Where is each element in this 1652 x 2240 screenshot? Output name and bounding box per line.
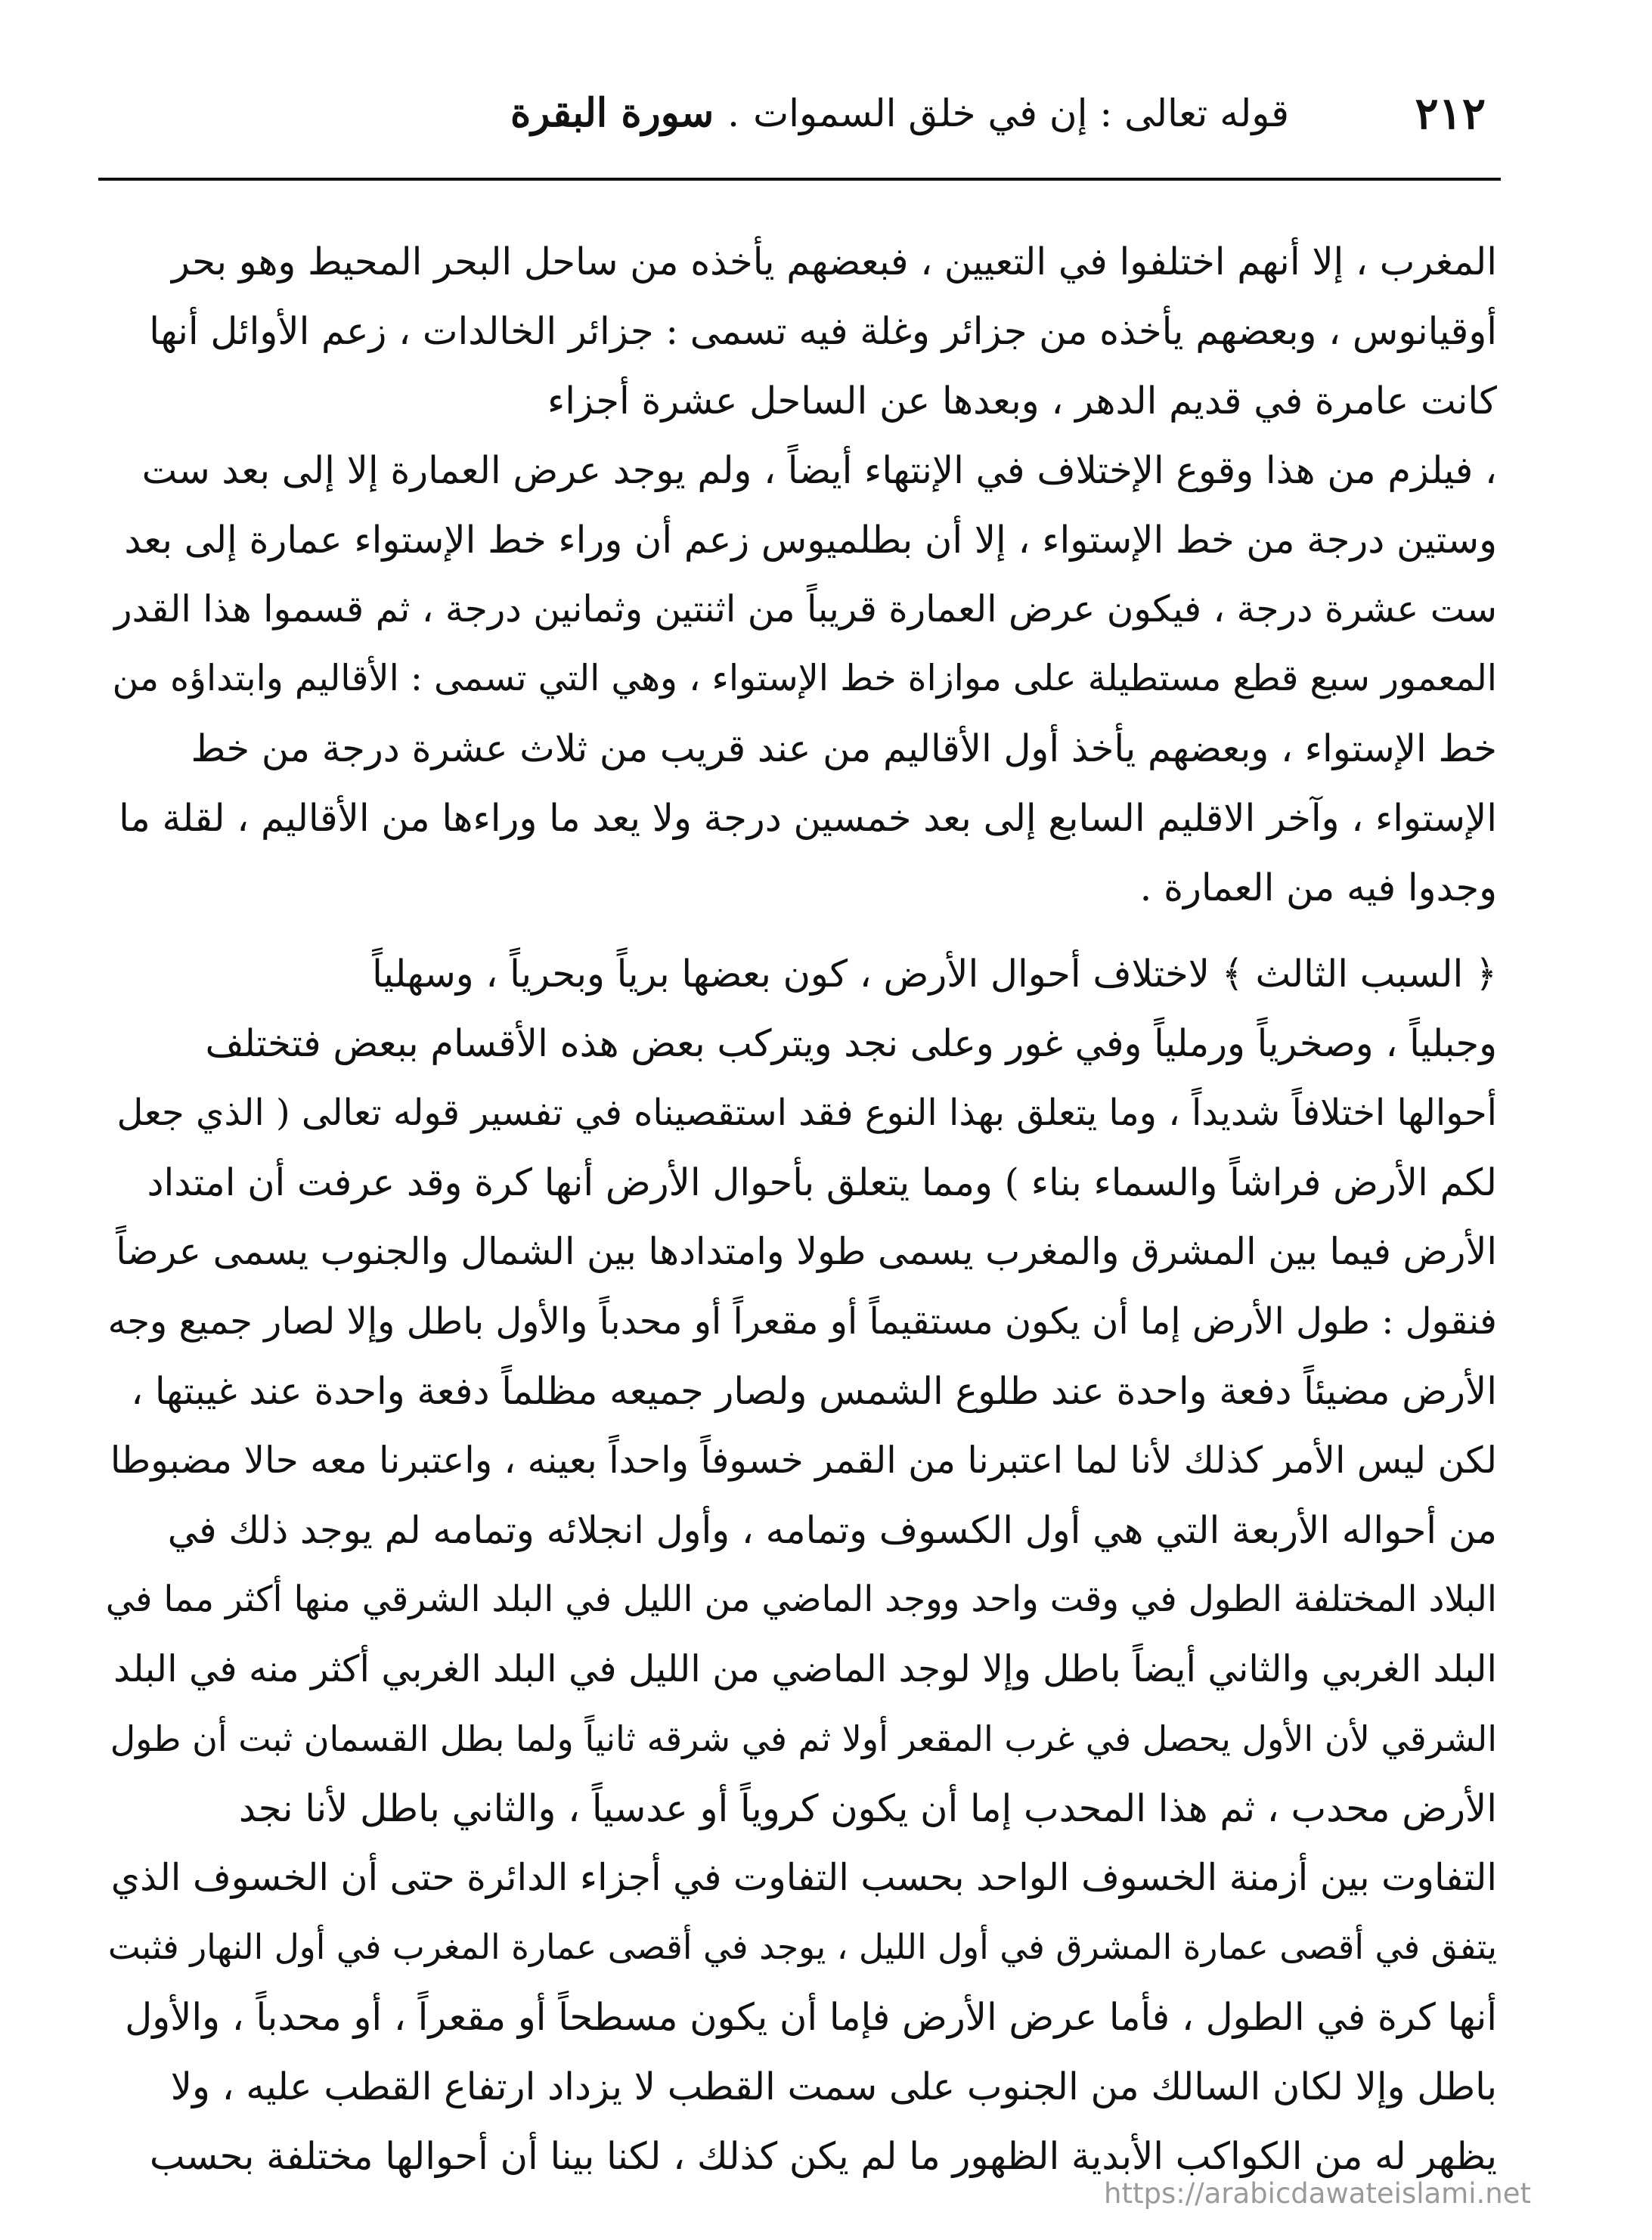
- running-title: [510, 83, 1289, 144]
- text-line: وجدوا فيه من العمارة .: [1139, 866, 1497, 909]
- running-title-text: قوله تعالى : إن في خلق السموات: [753, 91, 1289, 135]
- text-line: يظهر له من الكواكب الأبدية الظهور ما لم يكن كذلك ، لكنا بينا أن أحوالها مختلفة بحسب: [149, 2134, 1497, 2178]
- header-rule: [98, 178, 1501, 181]
- text-line: الشرقي لأن الأول يحصل في غرب المقعر أولا ثم في شرقه ثانياً ولما بطل القسمان ثبت أن طول: [110, 1718, 1497, 1759]
- text-line: أوقيانوس ، وبعضهم يأخذه من جزائر وغلة فيه تسمى : جزائر الخالدات ، زعم الأوائل أنها: [149, 309, 1497, 353]
- text-line: فنقول : طول الأرض إما أن يكون مستقيماً أو مقعراً أو محدباً والأول باطل وإلا لصار جميع وجه: [107, 1300, 1497, 1343]
- text-line: وجبلياً ، وصخرياً ورملياً وفي غور وعلى نجد ويتركب بعض هذه الأقسام ببعض فتختلف: [205, 1021, 1497, 1065]
- text-line: الإستواء ، وآخر الاقليم السابع إلى بعد خمسين درجة ولا يعد ما وراءها من الأقاليم ، لقلة ما: [119, 796, 1497, 840]
- text-line: باطل وإلا لكان السالك من الجنوب على سمت القطب لا يزداد ارتفاع القطب عليه ، ولا: [170, 2065, 1497, 2108]
- page-number: ٢١٢: [1415, 88, 1486, 139]
- text-line: الأرض محدب ، ثم هذا المحدب إما أن يكون كروياً أو عدسياً ، والثاني باطل لأنا نجد: [238, 1786, 1497, 1830]
- watermark-url: https://arabicdawateislami.net: [1104, 2177, 1531, 2210]
- page-header: [113, 83, 1486, 144]
- body-text: [106, 227, 1497, 2191]
- text-line: ، فيلزم من هذا وقوع الإختلاف في الإنتهاء أيضاً ، ولم يوجد عرض العمارة إلا إلى بعد ست: [141, 448, 1497, 492]
- text-line: وستين درجة من خط الإستواء ، إلا أن بطلميوس زعم أن وراء خط الإستواء عمارة إلى بعد: [124, 518, 1497, 562]
- text-line: ست عشرة درجة ، فيكون عرض العمارة قريباً من اثنتين وثمانين درجة ، ثم قسموا هذا القدر: [114, 588, 1497, 630]
- text-line: أنها كرة في الطول ، فأما عرض الأرض فإما أن يكون مسطحاً أو مقعراً ، أو محدباً ، والأول: [125, 1995, 1497, 2039]
- paragraph-gap: [106, 922, 1497, 939]
- section-heading-line: ﴿ السبب الثالث ﴾ لاختلاف أحوال الأرض ، كون بعضها برياً وبحرياً ، وسهلياً: [372, 952, 1497, 996]
- text-line: التفاوت بين أزمنة الخسوف الواحد بحسب التفاوت في أجزاء الدائرة حتى أن الخسوف الذي: [110, 1856, 1497, 1899]
- text-line: كانت عامرة في قديم الدهر ، وبعدها عن الساحل عشرة أجزاء: [547, 379, 1497, 423]
- text-line: البلد الغربي والثاني أيضاً باطل وإلا لوجد الماضي من الليل في البلد الغربي أكثر منه في البلد: [113, 1648, 1497, 1690]
- text-line: الأرض فيما بين المشرق والمغرب يسمى طولا وامتدادها بين الشمال والجنوب يسمى عرضاً: [116, 1230, 1497, 1273]
- text-line: المغرب ، إلا أنهم اختلفوا في التعيين ، فبعضهم يأخذه من ساحل البحر المحيط وهو بحر: [171, 240, 1497, 283]
- text-line: من أحواله الأربعة التي هي أول الكسوف وتمامه ، وأول انجلائه وتمامه لم يوجد ذلك في: [167, 1508, 1497, 1552]
- text-line: لكم الأرض فراشاً والسماء بناء ) ومما يتعلق بأحوال الأرض أنها كرة وقد عرفت أن امتداد: [147, 1160, 1497, 1204]
- text-line: يتفق في أقصى عمارة المشرق في أول الليل ، يوجد في أقصى عمارة المغرب في أول النهار فثبت: [107, 1927, 1497, 1967]
- title-separator: .: [727, 91, 740, 135]
- text-line: أحوالها اختلافاً شديداً ، وما يتعلق بهذا النوع فقد استقصيناه في تفسير قوله تعالى ( الذي جعل: [116, 1092, 1497, 1134]
- text-line: البلاد المختلفة الطول في وقت واحد ووجد الماضي من الليل في البلد الشرقي منها أكثر مما في: [106, 1579, 1497, 1620]
- text-line: الأرض مضيئاً دفعة واحدة عند طلوع الشمس ولصار جميعه مظلماً دفعة واحدة عند غيبتها ،: [131, 1369, 1497, 1413]
- text-line: خط الإستواء ، وبعضهم يأخذ أول الأقاليم من عند قريب من ثلاث عشرة درجة من خط: [191, 727, 1497, 770]
- text-line: لكن ليس الأمر كذلك لأنا لما اعتبرنا من القمر خسوفاً واحداً بعينه ، واعتبرنا معه حالا مضبوطا: [110, 1439, 1497, 1482]
- text-line: المعمور سبع قطع مستطيلة على موازاة خط الإستواء ، وهي التي تسمى : الأقاليم وابتداؤه من: [112, 658, 1497, 699]
- surah-name: سورة البقرة: [510, 90, 714, 136]
